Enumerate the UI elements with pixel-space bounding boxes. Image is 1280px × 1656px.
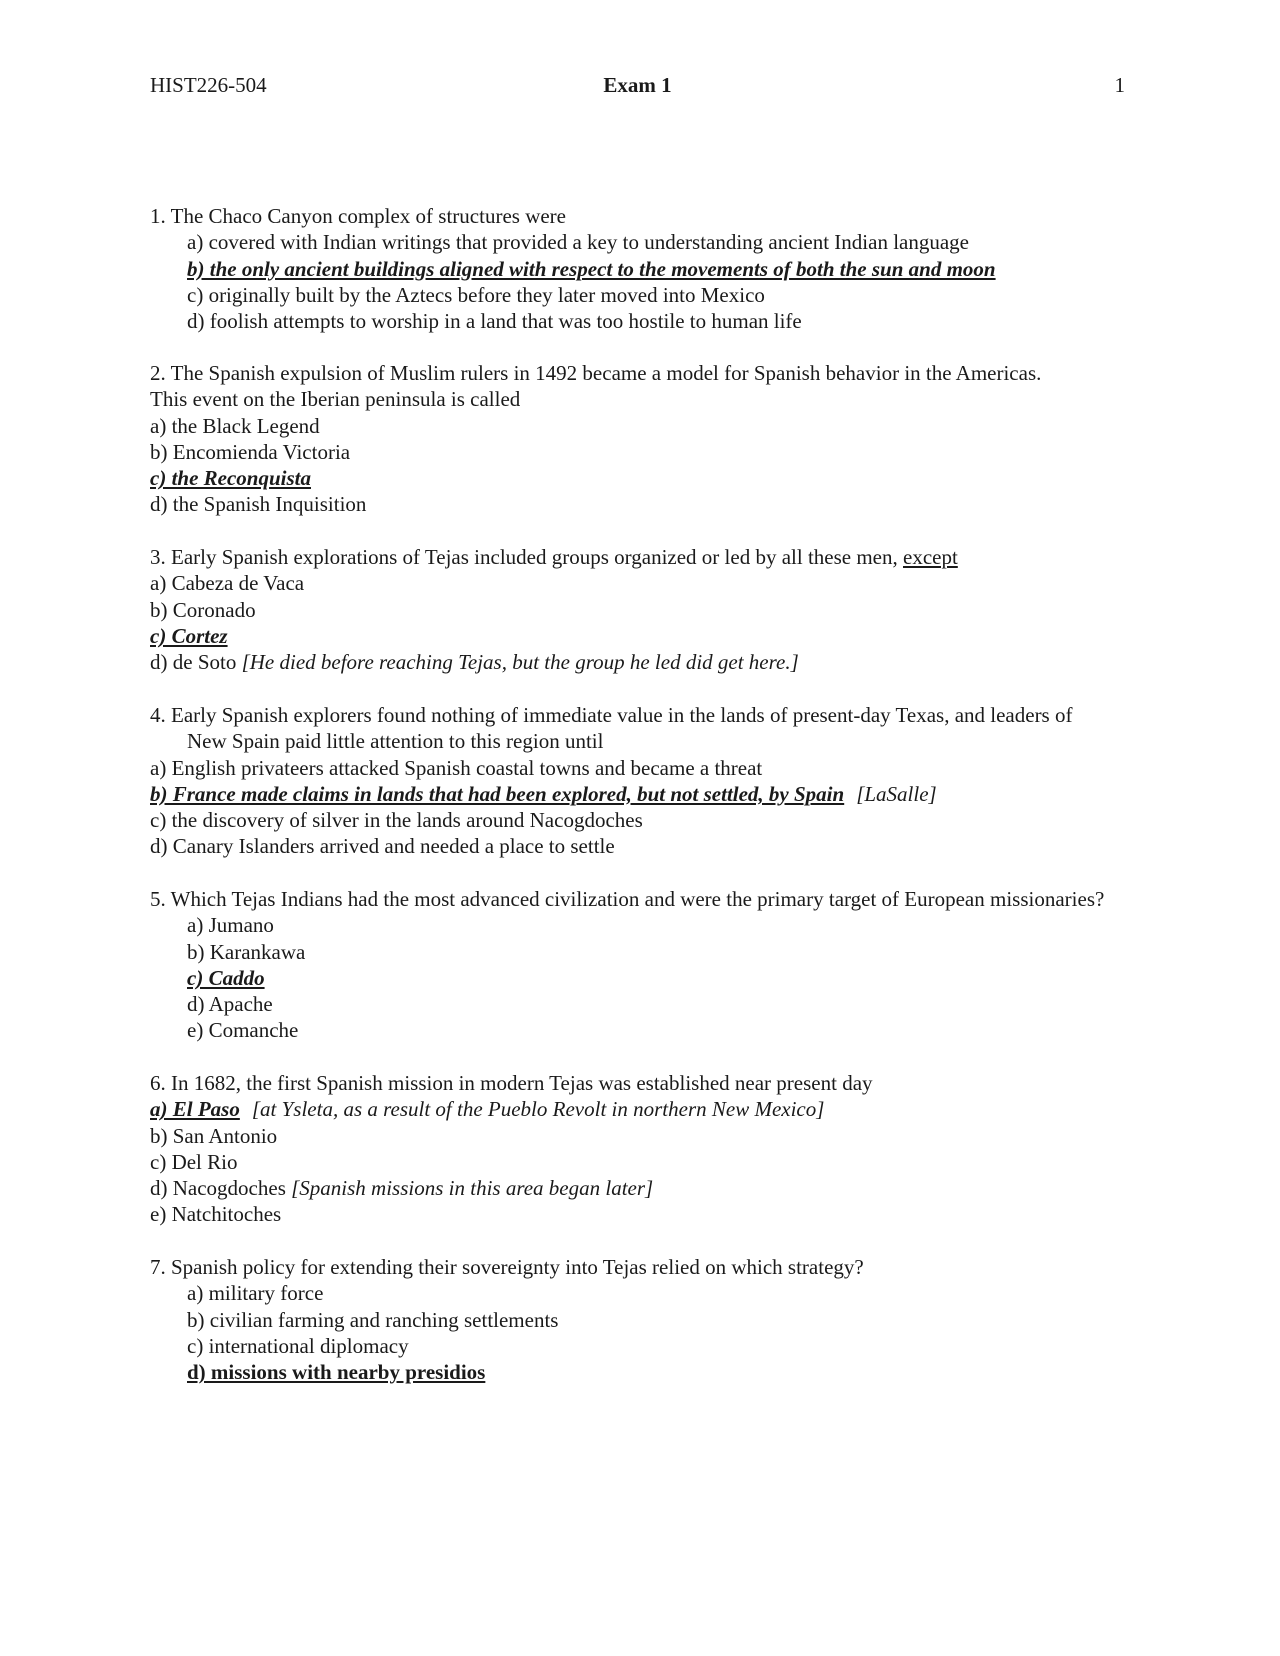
- question-stem-continued: New Spain paid little attention to this region until: [187, 729, 604, 754]
- option-a: a) English privateers attacked Spanish coastal towns and became a threat: [150, 755, 763, 780]
- option-b: b) Encomienda Victoria: [150, 439, 351, 464]
- option-a-text: a) El Paso: [150, 1097, 240, 1122]
- question-stem-text: 3. Early Spanish explorations of Tejas included groups organized or led by all these men,: [150, 545, 903, 569]
- question-6: [150, 1070, 1210, 1228]
- option-c-correct: c) the Reconquista: [150, 466, 311, 491]
- page-number: 1: [1114, 73, 1125, 97]
- question-stem: [150, 544, 1210, 570]
- question-4: [150, 702, 1210, 860]
- option-b: b) Coronado: [150, 597, 256, 622]
- page-header: [150, 73, 1125, 103]
- option-d: d) Apache: [187, 992, 273, 1017]
- question-3: [150, 544, 1210, 675]
- option-d: [150, 649, 1210, 675]
- option-a: a) Jumano: [187, 913, 274, 938]
- option-a: a) Cabeza de Vaca: [150, 571, 305, 596]
- option-d: d) foolish attempts to worship in a land that was too hostile to human life: [187, 309, 802, 334]
- option-c: c) international diplomacy: [187, 1333, 409, 1358]
- option-a-correct: [150, 1096, 1210, 1122]
- option-a: a) military force: [187, 1281, 324, 1306]
- option-d: d) Canary Islanders arrived and needed a place to settle: [150, 834, 615, 859]
- option-a: a) the Black Legend: [150, 413, 320, 438]
- option-b-correct: [150, 781, 1210, 807]
- question-2: [150, 360, 1210, 518]
- question-stem: 6. In 1682, the first Spanish mission in modern Tejas was established near present day: [150, 1071, 873, 1095]
- option-d-text: d) de Soto: [150, 650, 242, 675]
- option-c: c) the discovery of silver in the lands around Nacogdoches: [150, 808, 643, 833]
- question-stem: 7. Spanish policy for extending their sovereignty into Tejas relied on which strategy?: [150, 1255, 864, 1279]
- option-b-note: [LaSalle]: [856, 781, 937, 806]
- course-code: HIST226-504: [150, 73, 267, 97]
- option-b: b) Karankawa: [187, 939, 306, 964]
- question-stem: 5. Which Tejas Indians had the most advanced civilization and were the primary target of European missionaries?: [150, 887, 1105, 911]
- option-d-correct: d) missions with nearby presidios: [187, 1360, 486, 1385]
- option-d-note: [He died before reaching Tejas, but the group he led did get here.]: [241, 650, 799, 675]
- option-b: b) civilian farming and ranching settlements: [187, 1307, 559, 1332]
- question-7: [150, 1254, 1210, 1385]
- exam-title: Exam 1: [603, 73, 672, 97]
- option-c-correct: c) Cortez: [150, 623, 228, 648]
- option-c-correct: c) Caddo: [187, 965, 265, 990]
- question-stem-emphasis: except: [903, 545, 958, 569]
- option-e: e) Natchitoches: [150, 1202, 282, 1227]
- question-stem-continued: This event on the Iberian peninsula is called: [150, 387, 521, 412]
- option-b: b) San Antonio: [150, 1123, 278, 1148]
- question-stem: 4. Early Spanish explorers found nothing of immediate value in the lands of present-day Texas, and leaders of: [150, 703, 1073, 727]
- option-a-note: [at Ysleta, as a result of the Pueblo Revolt in northern New Mexico]: [251, 1097, 825, 1122]
- option-c: c) Del Rio: [150, 1149, 238, 1174]
- question-1: [150, 203, 1210, 334]
- option-a: a) covered with Indian writings that provided a key to understanding ancient Indian language: [187, 230, 970, 255]
- option-b-correct: b) the only ancient buildings aligned with respect to the movements of both the sun and moon: [187, 256, 996, 281]
- option-b-text: b) France made claims in lands that had been explored, but not settled, by Spain: [150, 781, 845, 806]
- question-stem: 1. The Chaco Canyon complex of structures were: [150, 204, 566, 228]
- question-stem: 2. The Spanish expulsion of Muslim rulers in 1492 became a model for Spanish behavior in the Americas.: [150, 361, 1042, 385]
- option-e: e) Comanche: [187, 1018, 299, 1043]
- option-d-text: d) Nacogdoches: [150, 1176, 292, 1201]
- option-d-note: [Spanish missions in this area began later]: [291, 1176, 654, 1201]
- option-d: [150, 1175, 1210, 1201]
- option-d: d) the Spanish Inquisition: [150, 492, 367, 517]
- option-c: c) originally built by the Aztecs before they later moved into Mexico: [187, 282, 765, 307]
- question-5: [150, 886, 1210, 1044]
